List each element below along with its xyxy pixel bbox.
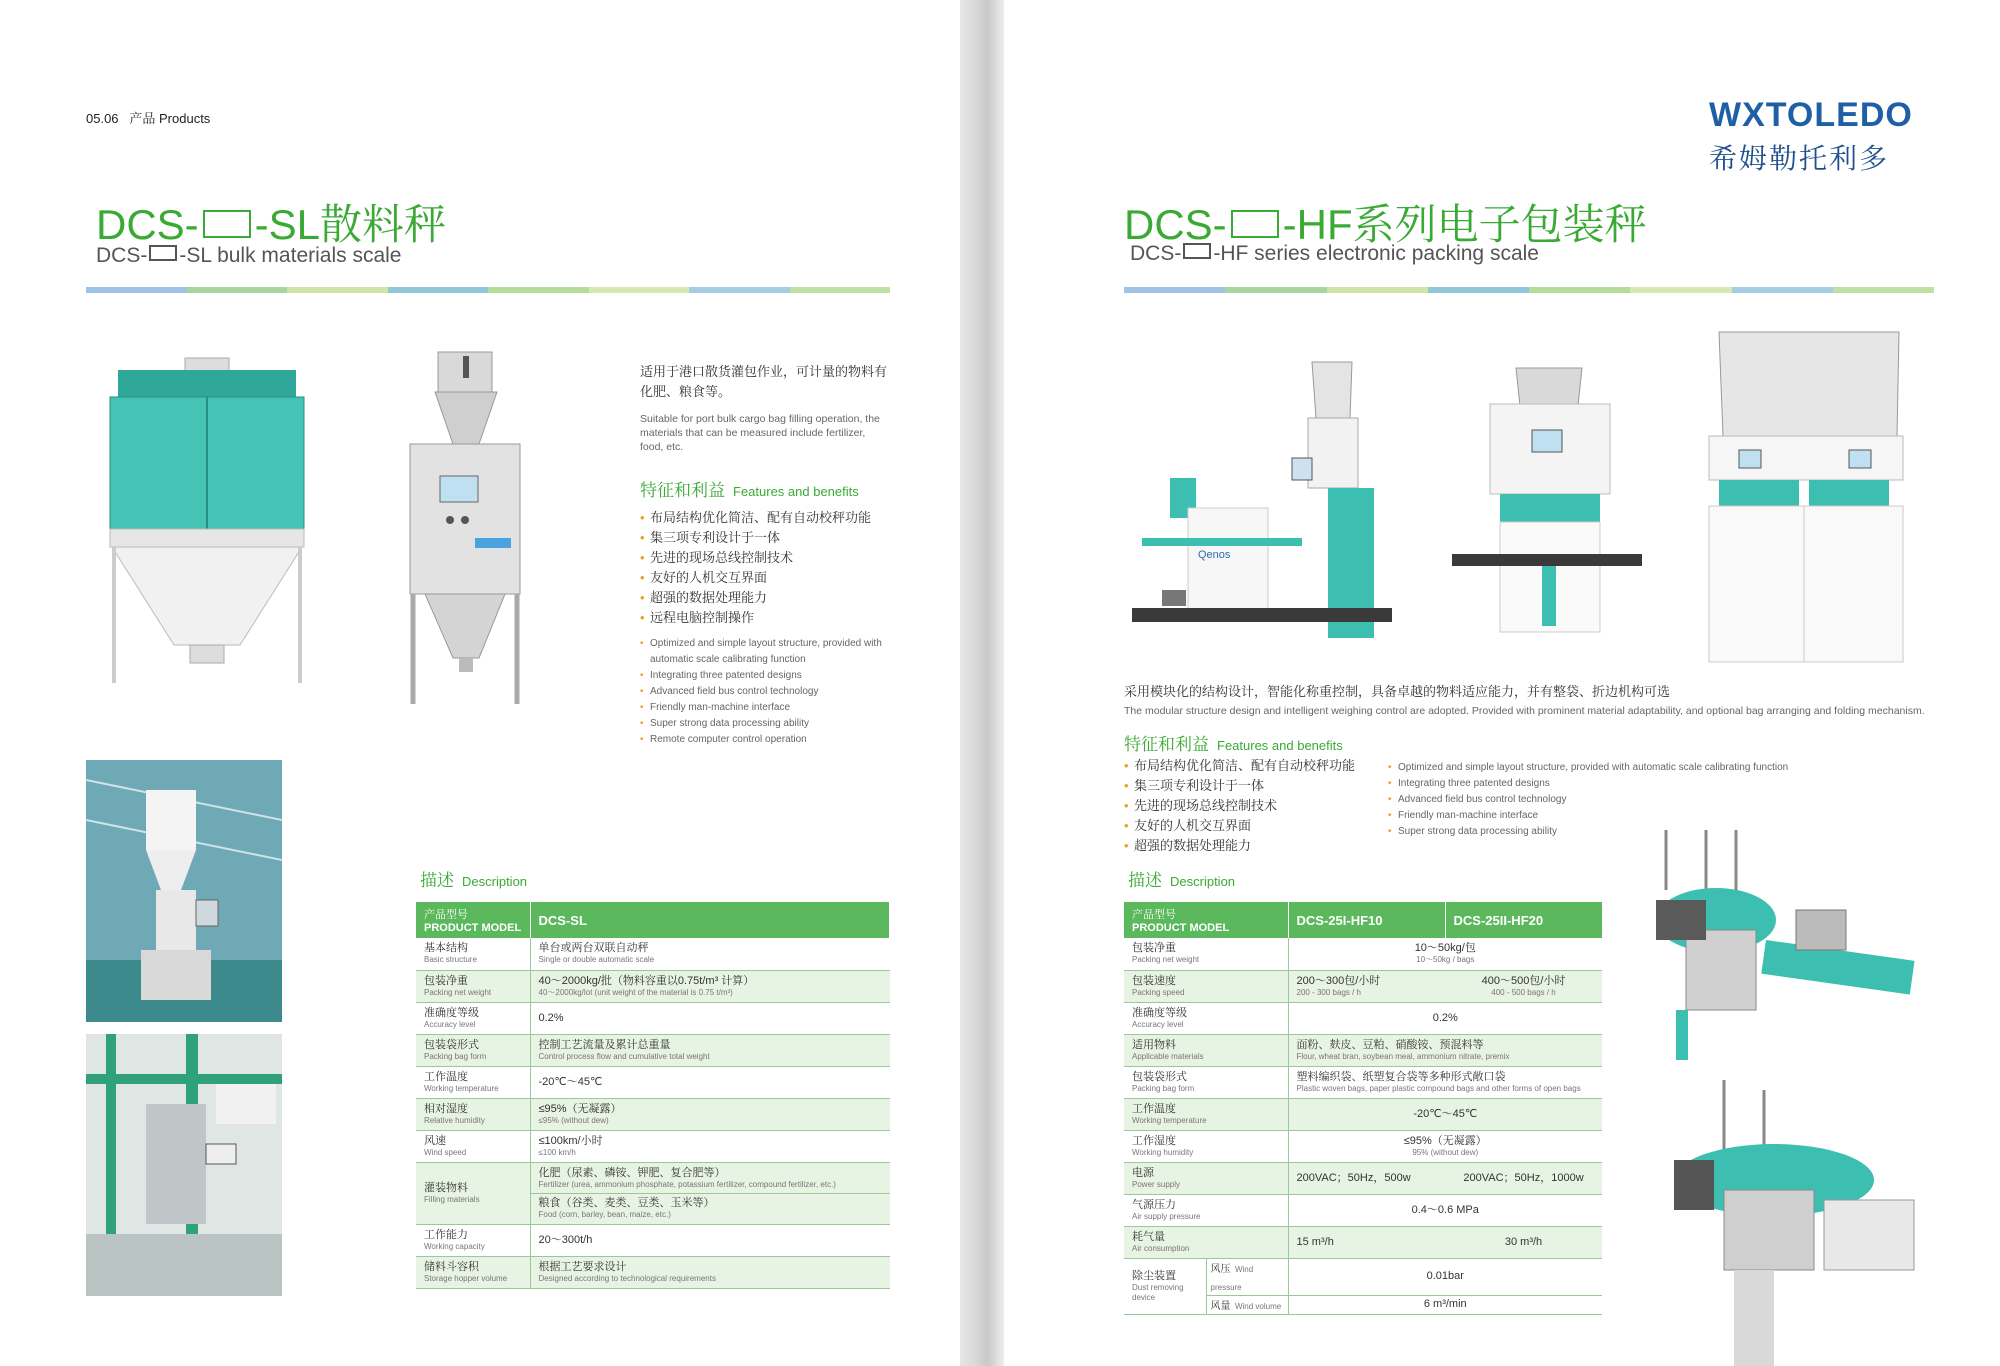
list-item: • Friendly man-machine interface bbox=[1388, 808, 1808, 824]
logo-cn: 希姆勒托利多 bbox=[1709, 143, 1890, 174]
color-stripe bbox=[1124, 287, 1934, 293]
list-item: • 超强的数据处理能力 bbox=[1124, 836, 1384, 856]
page-header bbox=[86, 108, 210, 127]
list-item: • 布局结构优化简洁、配有自动校秤功能 bbox=[1124, 756, 1384, 776]
model-placeholder-box bbox=[1183, 243, 1211, 259]
intro-cn: 适用于港口散货灌包作业，可计量的物料有化肥、粮食等。 bbox=[640, 364, 888, 399]
list-item: • Optimized and simple layout structure, provided with automatic scale calibrating function bbox=[1388, 760, 1808, 776]
table-row: 工作温度 Working temperature -20℃～45℃ bbox=[416, 1066, 890, 1098]
list-item: • 先进的现场总线控制技术 bbox=[640, 548, 900, 568]
features-list-cn bbox=[1124, 756, 1384, 856]
list-item: • Integrating three patented designs bbox=[640, 668, 892, 684]
table-row: 工作温度 Working temperature -20℃～45℃ bbox=[1124, 1098, 1602, 1130]
bag-clamp-detail-image-2 bbox=[1664, 1080, 1934, 1366]
list-item: • Advanced field bus control technology bbox=[640, 684, 892, 700]
logo-text: WXTOLEDO bbox=[1709, 96, 1913, 134]
model-placeholder-box bbox=[1231, 210, 1279, 238]
list-item: • 布局结构优化简洁、配有自动校秤功能 bbox=[640, 508, 900, 528]
page-title-cn: DCS- -SL散料秤 bbox=[96, 201, 447, 248]
description-heading: 描述 Description bbox=[420, 871, 528, 890]
table-row: 电源 Power supply 200VAC；50Hz，500w 200VAC；50Hz，1000w bbox=[1124, 1162, 1602, 1194]
spec-table-sl bbox=[416, 902, 890, 1289]
section-label: 产品 Products bbox=[129, 111, 211, 126]
table-header-row: 产品型号 PRODUCT MODEL DCS-SL bbox=[416, 902, 890, 938]
table-row: 适用物料 Applicable materials 面粉、麸皮、豆粕、硝酸铵、预混料等 Flour, wheat bran, soybean meal, ammonium nitrate, premix bbox=[1124, 1034, 1602, 1066]
table-row: 包装净重 Packing net weight 40～2000kg/批（物料容重以0.75t/m³ 计算） 40～2000kg/lot (unit weight of the material is 0.75 t/m³) bbox=[416, 970, 890, 1002]
table-row: 风速 Wind speed ≤100km/小时 ≤100 km/h bbox=[416, 1130, 890, 1162]
factory-photo-1 bbox=[86, 760, 282, 1022]
svg-text:Qenos: Qenos bbox=[1198, 549, 1231, 561]
list-item: • Remote computer control operation bbox=[640, 732, 892, 748]
table-row: 风量 Wind volume 6 m³/min bbox=[1124, 1295, 1602, 1314]
list-item: • Optimized and simple layout structure, provided with automatic scale calibrating function bbox=[640, 636, 892, 668]
list-item: • 先进的现场总线控制技术 bbox=[1124, 796, 1384, 816]
page-title-en: DCS- -HF series electronic packing scale bbox=[1130, 242, 1539, 265]
bag-clamp-detail-image-1 bbox=[1646, 830, 1926, 1060]
table-row: 基本结构 Basic structure 单台或两台双联自动秤 Single or double automatic scale bbox=[416, 938, 890, 970]
page-number: 05.06 bbox=[86, 111, 119, 126]
list-item: • Integrating three patented designs bbox=[1388, 776, 1808, 792]
packing-scale-hf10-image bbox=[1132, 358, 1417, 643]
list-item: • Advanced field bus control technology bbox=[1388, 792, 1808, 808]
packing-scale-mid-image bbox=[1432, 366, 1642, 636]
table-row: 工作能力 Working capacity 20～300t/h bbox=[416, 1224, 890, 1256]
right-page bbox=[1004, 0, 2000, 1366]
table-row: 准确度等级 Accuracy level 0.2% bbox=[416, 1002, 890, 1034]
factory-photo-2 bbox=[86, 1034, 282, 1296]
table-row: 包装袋形式 Packing bag form 控制工艺流量及累计总重量 Control process flow and cumulative total weight bbox=[416, 1034, 890, 1066]
model-placeholder-box bbox=[149, 245, 177, 261]
features-list-en bbox=[1388, 760, 1808, 840]
left-page bbox=[0, 0, 960, 1366]
list-item: • 超强的数据处理能力 bbox=[640, 588, 900, 608]
table-header-row: 产品型号 PRODUCT MODEL DCS-25I-HF10 DCS-25II-HF20 bbox=[1124, 902, 1602, 938]
list-item: • 友好的人机交互界面 bbox=[1124, 816, 1384, 836]
color-stripe bbox=[86, 287, 890, 293]
table-row: 耗气量 Air consumption 15 m³/h 30 m³/h bbox=[1124, 1226, 1602, 1258]
page-title-cn: DCS- -HF系列电子包装秤 bbox=[1124, 201, 1647, 248]
table-row: 包装净重 Packing net weight 10～50kg/包 10～50kg / bags bbox=[1124, 938, 1602, 970]
list-item: • Friendly man-machine interface bbox=[640, 700, 892, 716]
model-placeholder-box bbox=[203, 210, 251, 238]
table-row: 气源压力 Air supply pressure 0.4～0.6 MPa bbox=[1124, 1194, 1602, 1226]
list-item: • 集三项专利设计于一体 bbox=[640, 528, 900, 548]
list-item: • Super strong data processing ability bbox=[640, 716, 892, 732]
spec-table-hf bbox=[1124, 902, 1603, 1315]
table-row: 包装袋形式 Packing bag form 塑料编织袋、纸塑复合袋等多种形式敞口袋 Plastic woven bags, paper plastic compound bags and other forms of open bags bbox=[1124, 1066, 1602, 1098]
model-column-2: DCS-25II-HF20 bbox=[1445, 902, 1602, 938]
list-item: • Super strong data processing ability bbox=[1388, 824, 1808, 840]
intro-en: The modular structure design and intelligent weighing control are adopted. Provided with prominent material adaptability, and optional bag arranging and folding mechanism. bbox=[1124, 705, 1925, 717]
table-row: 相对湿度 Relative humidity ≤95%（无凝露） ≤95% (without dew) bbox=[416, 1098, 890, 1130]
features-heading: 特征和利益 Features and benefits bbox=[640, 481, 859, 500]
brand-logo bbox=[1709, 96, 1913, 177]
intro-en: Suitable for port bulk cargo bag filling operation, the materials that can be measured include fertilizer, food, etc. bbox=[640, 413, 880, 453]
table-row: 灌装物料 Filling materials 化肥（尿素、磷铵、钾肥、复合肥等） Fertilizer (urea, ammonium phosphate, potassium fertilizer, compound fertilizer, etc.) 粮食（谷类、麦类、豆类、玉米等） Food (corn, barley, bean, maize, etc.) bbox=[416, 1162, 890, 1224]
page-title-en: DCS- -SL bulk materials scale bbox=[96, 244, 402, 267]
packing-scale-hf20-image bbox=[1699, 330, 1909, 680]
features-list-cn bbox=[640, 508, 900, 628]
table-row: 包装速度 Packing speed 200～300包/小时 200 - 300 bags / h 400～500包/小时 400 - 500 bags / h bbox=[1124, 970, 1602, 1002]
table-row: 工作湿度 Working humidity ≤95%（无凝露） 95% (without dew) bbox=[1124, 1130, 1602, 1162]
features-heading: 特征和利益 Features and benefits bbox=[1124, 735, 1343, 754]
model-column: DCS-SL bbox=[530, 902, 890, 938]
bulk-scale-steel-image bbox=[405, 348, 535, 708]
table-row: 除尘装置 Dust removing device 风压 Wind pressure 0.01bar bbox=[1124, 1258, 1602, 1295]
model-column-1: DCS-25I-HF10 bbox=[1288, 902, 1445, 938]
table-row: 储料斗容积 Storage hopper volume 根据工艺要求设计 Designed according to technological requirements bbox=[416, 1256, 890, 1288]
table-row: 准确度等级 Accuracy level 0.2% bbox=[1124, 1002, 1602, 1034]
description-heading: 描述 Description bbox=[1128, 871, 1236, 890]
bulk-scale-cabinet-image bbox=[100, 355, 315, 685]
list-item: • 远程电脑控制操作 bbox=[640, 608, 900, 628]
list-item: • 集三项专利设计于一体 bbox=[1124, 776, 1384, 796]
intro-cn: 采用模块化的结构设计，智能化称重控制，具备卓越的物料适应能力，并有整袋、折边机构可选 bbox=[1124, 684, 1671, 699]
features-list-en bbox=[640, 636, 892, 748]
list-item: • 友好的人机交互界面 bbox=[640, 568, 900, 588]
